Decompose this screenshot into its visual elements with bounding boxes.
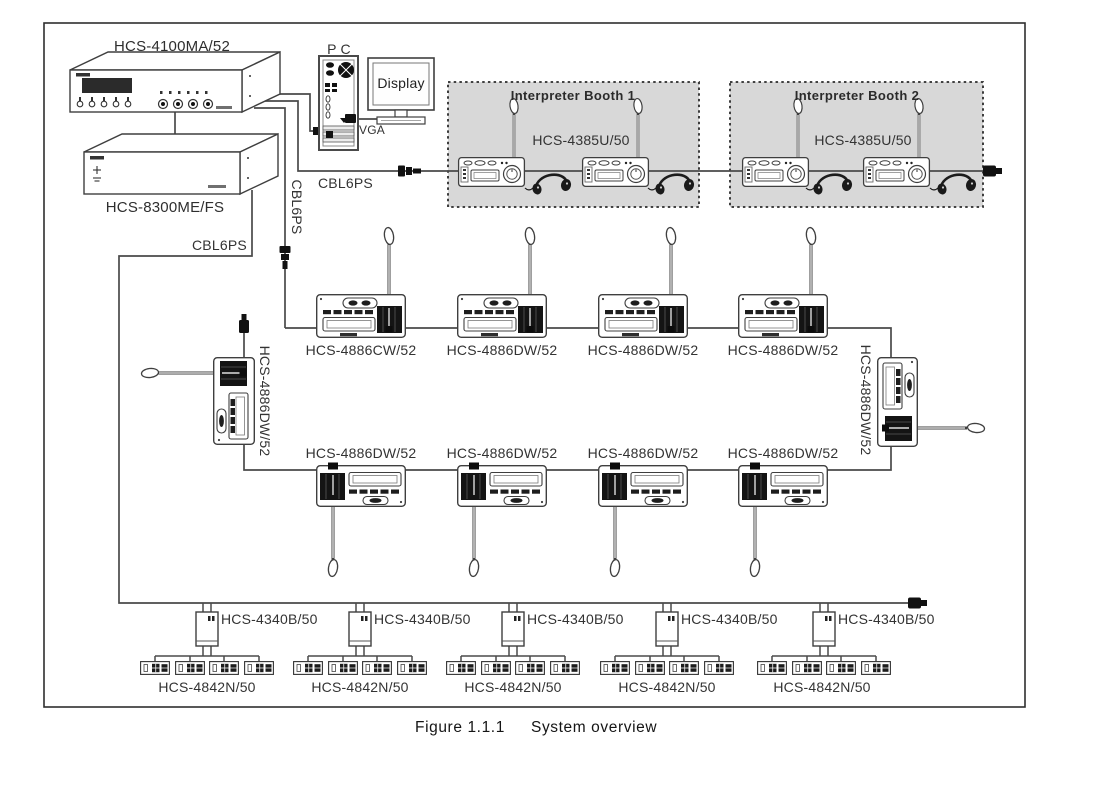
extension-main-unit: [84, 134, 278, 194]
unit-label: HCS-4886DW/52: [305, 445, 417, 461]
cable-connector-icon: [398, 166, 421, 177]
plug-icon: [983, 166, 1002, 177]
terminal-label: HCS-4842N/50: [158, 679, 256, 695]
plug-icon: [239, 314, 249, 333]
pc-label: P C: [327, 41, 351, 57]
delegate-unit: [599, 463, 688, 578]
vga-plug-icon: [345, 114, 356, 123]
cable-label-booths: CBL6PS: [318, 175, 373, 191]
unit-label: HCS-4886DW/52: [858, 344, 874, 456]
delegate-unit: [878, 358, 985, 447]
extension-unit-label: HCS-8300ME/FS: [105, 199, 225, 216]
junction-label: HCS-4340B/50: [838, 611, 935, 627]
junction-label: HCS-4340B/50: [374, 611, 471, 627]
main-unit-label: HCS-4100MA/52: [114, 38, 230, 55]
delegate-unit: [739, 227, 828, 337]
vga-label: VGA: [359, 123, 385, 137]
booth-1-title: Interpreter Booth 1: [510, 88, 636, 103]
figure-caption-title: System overview: [531, 719, 658, 736]
delegate-unit: [739, 463, 828, 578]
cable-label-floor: CBL6PS: [192, 237, 247, 253]
unit-label: HCS-4886DW/52: [587, 342, 699, 358]
delegate-unit: [458, 463, 547, 578]
pc-display: [368, 58, 434, 124]
unit-label: HCS-4886CW/52: [305, 342, 417, 358]
display-label: Display: [377, 75, 425, 91]
booth-1-unit-label: HCS-4385U/50: [532, 132, 630, 148]
plug-icon: [908, 598, 927, 609]
pc-tower: [319, 56, 358, 150]
unit-label: HCS-4886DW/52: [587, 445, 699, 461]
unit-label: HCS-4886DW/52: [446, 445, 558, 461]
chairman-unit: [317, 227, 406, 337]
terminal-label: HCS-4842N/50: [773, 679, 871, 695]
unit-label: HCS-4886DW/52: [727, 445, 839, 461]
terminal-label: HCS-4842N/50: [618, 679, 716, 695]
delegate-unit: [317, 463, 406, 578]
junction-label: HCS-4340B/50: [221, 611, 318, 627]
junction-label: HCS-4340B/50: [681, 611, 778, 627]
cable-connector-icon: [280, 246, 291, 269]
unit-label: HCS-4886DW/52: [727, 342, 839, 358]
delegate-unit: [141, 358, 254, 445]
cable-label-ring: CBL6PS: [289, 179, 305, 235]
main-controller-unit: [70, 52, 280, 112]
terminal-label: HCS-4842N/50: [311, 679, 409, 695]
booth-2-unit-label: HCS-4385U/50: [814, 132, 912, 148]
delegate-unit: [599, 227, 688, 337]
figure-caption-number: Figure 1.1.1: [415, 719, 505, 736]
delegate-unit: [458, 227, 547, 337]
terminal-label: HCS-4842N/50: [464, 679, 562, 695]
unit-label: HCS-4886DW/52: [257, 345, 273, 457]
booth-2-title: Interpreter Booth 2: [794, 88, 920, 103]
voting-terminals: [141, 662, 891, 675]
unit-label: HCS-4886DW/52: [446, 342, 558, 358]
junction-label: HCS-4340B/50: [527, 611, 624, 627]
